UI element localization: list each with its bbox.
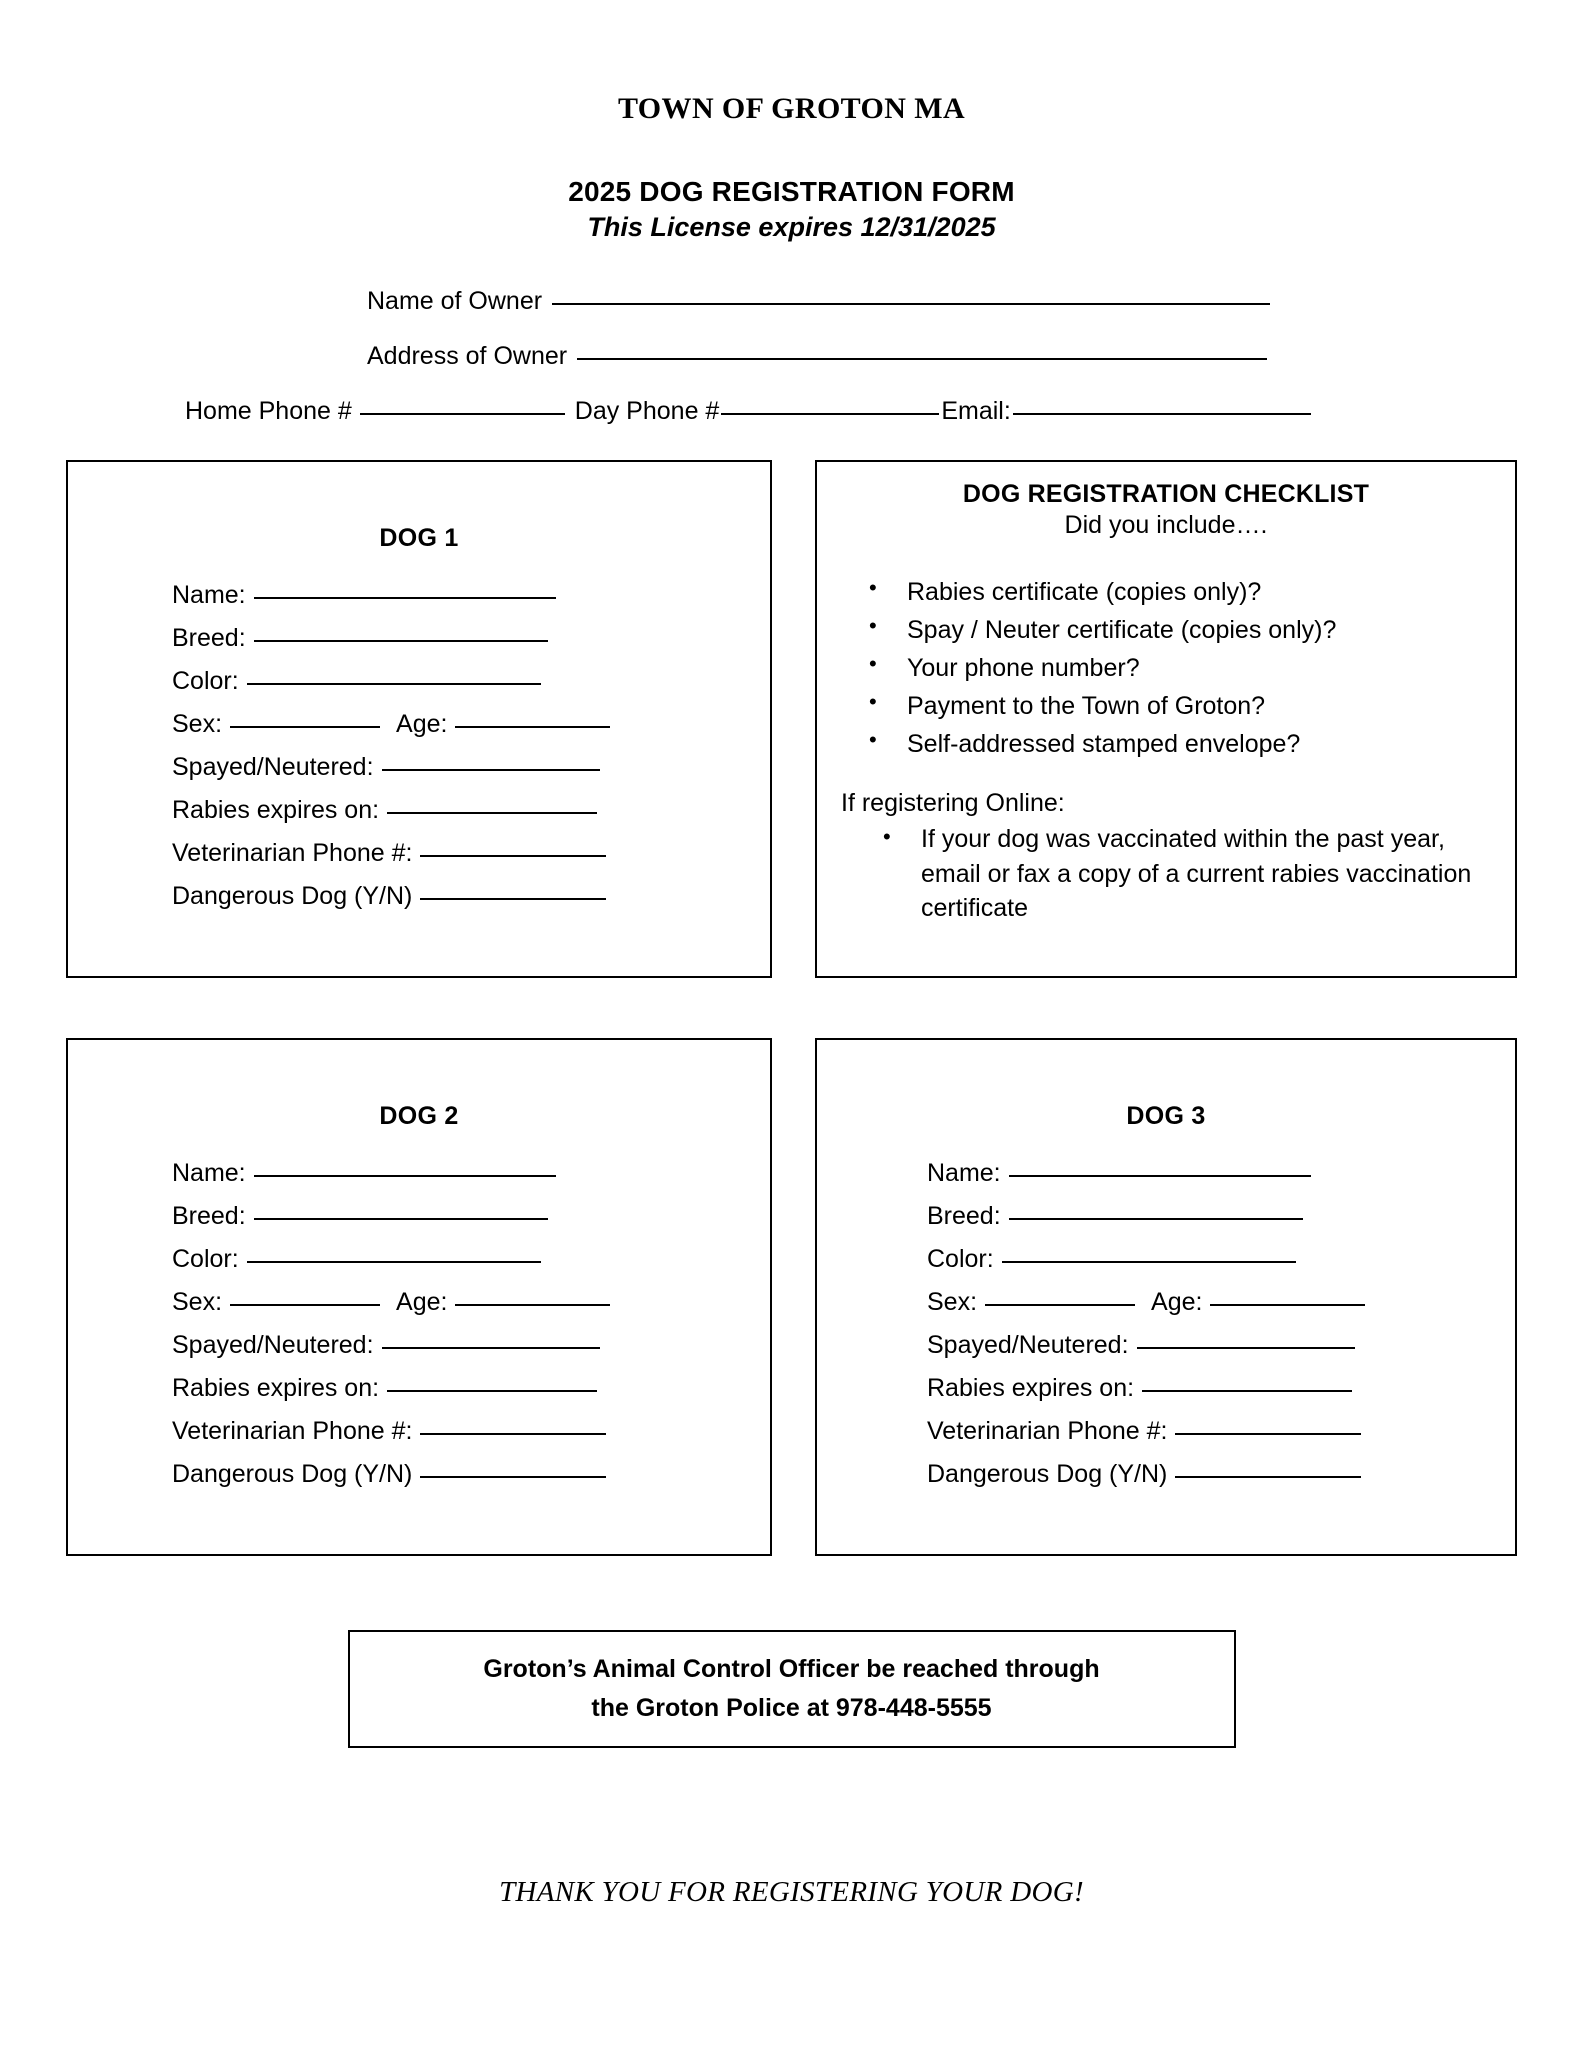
dog-2-breed-row	[172, 1202, 770, 1231]
dog-1-dangerous-row	[172, 882, 770, 911]
dog-3-color-input[interactable]	[1002, 1261, 1296, 1263]
dog-spayed-label: Spayed/Neutered:	[927, 1331, 1129, 1359]
dog-sex-label: Sex:	[927, 1288, 978, 1316]
dog-3-rabies-input[interactable]	[1142, 1390, 1352, 1392]
dog-3-dangerous-row	[927, 1460, 1515, 1489]
dog-2-panel	[66, 1038, 772, 1556]
dog-spayed-label: Spayed/Neutered:	[172, 1331, 374, 1359]
animal-control-contact-box	[348, 1630, 1236, 1748]
panel-row-first	[0, 460, 1583, 978]
dog-2-sex-age-row	[172, 1288, 770, 1317]
dog-2-vet-row	[172, 1417, 770, 1446]
dog-1-age-input[interactable]	[455, 726, 610, 728]
owner-address-row	[0, 342, 1583, 371]
bullet-icon: •	[869, 689, 877, 714]
dog-breed-label: Breed:	[172, 1202, 246, 1230]
form-panels	[0, 460, 1583, 1556]
dog-3-breed-row	[927, 1202, 1515, 1231]
dog-vet-label: Veterinarian Phone #:	[927, 1417, 1168, 1445]
contact-line-1: Groton’s Animal Control Officer be reached through	[483, 1654, 1100, 1683]
dog-3-color-row	[927, 1245, 1515, 1274]
dog-1-spayed-row	[172, 753, 770, 782]
dog-sex-label: Sex:	[172, 710, 223, 738]
dog-2-age-input[interactable]	[455, 1304, 610, 1306]
dog-1-dangerous-input[interactable]	[420, 898, 606, 900]
email-input[interactable]	[1013, 413, 1311, 415]
dog-1-fields	[68, 581, 770, 911]
dog-color-label: Color:	[927, 1245, 994, 1273]
dog-3-vet-row	[927, 1417, 1515, 1446]
checklist-item-label: Self-addressed stamped envelope?	[907, 730, 1301, 758]
dog-3-breed-input[interactable]	[1009, 1218, 1303, 1220]
dog-3-rabies-row	[927, 1374, 1515, 1403]
dog-1-sex-age-row	[172, 710, 770, 739]
dog-name-label: Name:	[172, 1159, 246, 1187]
dog-1-breed-row	[172, 624, 770, 653]
dog-2-dangerous-input[interactable]	[420, 1476, 606, 1478]
dog-1-rabies-input[interactable]	[387, 812, 597, 814]
dog-2-name-input[interactable]	[254, 1175, 556, 1177]
dog-age-label: Age:	[396, 1288, 448, 1316]
home-phone-label: Home Phone #	[185, 397, 352, 425]
dog-2-breed-input[interactable]	[254, 1218, 548, 1220]
dog-rabies-label: Rabies expires on:	[172, 1374, 380, 1402]
dog-3-spayed-row	[927, 1331, 1515, 1360]
dog-2-rabies-row	[172, 1374, 770, 1403]
dog-2-dangerous-row	[172, 1460, 770, 1489]
checklist-item-label: Your phone number?	[907, 654, 1140, 682]
dog-name-label: Name:	[927, 1159, 1001, 1187]
dog-1-breed-input[interactable]	[254, 640, 548, 642]
list-item	[847, 613, 1515, 645]
checklist-subtitle: Did you include….	[1064, 511, 1268, 539]
list-item	[847, 727, 1515, 759]
dog-3-name-row	[927, 1159, 1515, 1188]
owner-name-label: Name of Owner	[367, 287, 543, 315]
checklist-title: DOG REGISTRATION CHECKLIST	[962, 480, 1370, 508]
owner-address-input[interactable]	[577, 358, 1267, 360]
dog-1-spayed-input[interactable]	[382, 769, 600, 771]
dog-color-label: Color:	[172, 1245, 239, 1273]
dog-breed-label: Breed:	[927, 1202, 1001, 1230]
bullet-icon: •	[869, 651, 877, 676]
dog-3-name-input[interactable]	[1009, 1175, 1311, 1177]
dog-2-vet-input[interactable]	[420, 1433, 606, 1435]
checklist-item-label: Payment to the Town of Groton?	[907, 692, 1266, 720]
owner-information-block	[0, 287, 1583, 426]
dog-3-sex-input[interactable]	[985, 1304, 1135, 1306]
list-item	[875, 822, 1491, 926]
dog-2-rabies-input[interactable]	[387, 1390, 597, 1392]
dog-3-spayed-input[interactable]	[1137, 1347, 1355, 1349]
dog-age-label: Age:	[396, 710, 448, 738]
dog-2-color-input[interactable]	[247, 1261, 541, 1263]
license-expiry-subtitle: This License expires 12/31/2025	[587, 212, 996, 242]
dog-2-name-row	[172, 1159, 770, 1188]
dog-sex-label: Sex:	[172, 1288, 223, 1316]
dog-2-spayed-row	[172, 1331, 770, 1360]
checklist-panel	[815, 460, 1517, 978]
owner-name-row	[0, 287, 1583, 316]
dog-3-vet-input[interactable]	[1175, 1433, 1361, 1435]
contact-box-wrapper	[0, 1630, 1583, 1748]
dog-2-sex-input[interactable]	[230, 1304, 380, 1306]
dog-1-name-row	[172, 581, 770, 610]
day-phone-input[interactable]	[721, 413, 939, 415]
bullet-icon: •	[869, 613, 877, 638]
dog-2-heading: DOG 2	[379, 1102, 459, 1130]
day-phone-label: Day Phone #	[574, 397, 720, 425]
dog-rabies-label: Rabies expires on:	[172, 796, 380, 824]
dog-dangerous-label: Dangerous Dog (Y/N)	[172, 882, 413, 910]
dog-1-color-row	[172, 667, 770, 696]
list-item	[847, 575, 1515, 607]
email-label: Email:	[941, 397, 1011, 425]
online-item-label: If your dog was vaccinated within the past year, email or fax a copy of a current rabies vaccination certificate	[921, 825, 1472, 922]
thank-you-message: THANK YOU FOR REGISTERING YOUR DOG!	[499, 1876, 1084, 1908]
dog-3-fields	[817, 1159, 1515, 1489]
dog-1-heading: DOG 1	[379, 524, 459, 552]
dog-1-name-input[interactable]	[254, 597, 556, 599]
bullet-icon: •	[883, 824, 891, 849]
dog-color-label: Color:	[172, 667, 239, 695]
dog-3-heading: DOG 3	[1126, 1102, 1206, 1130]
checklist-item-label: Rabies certificate (copies only)?	[907, 578, 1262, 606]
dog-1-sex-input[interactable]	[230, 726, 380, 728]
dog-2-color-row	[172, 1245, 770, 1274]
dog-breed-label: Breed:	[172, 624, 246, 652]
checklist-item-label: Spay / Neuter certificate (copies only)?	[907, 616, 1337, 644]
dog-2-fields	[68, 1159, 770, 1489]
dog-dangerous-label: Dangerous Dog (Y/N)	[172, 1460, 413, 1488]
dog-1-panel	[66, 460, 772, 978]
dog-3-age-input[interactable]	[1210, 1304, 1365, 1306]
dog-vet-label: Veterinarian Phone #:	[172, 1417, 413, 1445]
dog-3-sex-age-row	[927, 1288, 1515, 1317]
contact-line-2: the Groton Police at 978-448-5555	[591, 1694, 992, 1722]
form-title: 2025 DOG REGISTRATION FORM	[568, 176, 1015, 207]
home-phone-input[interactable]	[360, 413, 565, 415]
dog-rabies-label: Rabies expires on:	[927, 1374, 1135, 1402]
online-registration-items	[817, 822, 1515, 926]
dog-spayed-label: Spayed/Neutered:	[172, 753, 374, 781]
town-title: TOWN OF GROTON MA	[617, 92, 966, 125]
owner-name-input[interactable]	[552, 303, 1270, 305]
bullet-icon: •	[869, 575, 877, 600]
dog-1-rabies-row	[172, 796, 770, 825]
dog-age-label: Age:	[1151, 1288, 1203, 1316]
online-registration-label: If registering Online:	[841, 789, 1065, 817]
owner-contact-row	[0, 397, 1583, 426]
owner-address-label: Address of Owner	[367, 342, 568, 370]
dog-1-color-input[interactable]	[247, 683, 541, 685]
dog-3-dangerous-input[interactable]	[1175, 1476, 1361, 1478]
dog-vet-label: Veterinarian Phone #:	[172, 839, 413, 867]
list-item	[847, 651, 1515, 683]
dog-name-label: Name:	[172, 581, 246, 609]
bullet-icon: •	[869, 727, 877, 752]
dog-2-spayed-input[interactable]	[382, 1347, 600, 1349]
checklist-items	[817, 575, 1515, 759]
dog-3-panel	[815, 1038, 1517, 1556]
dog-1-vet-row	[172, 839, 770, 868]
dog-1-vet-input[interactable]	[420, 855, 606, 857]
list-item	[847, 689, 1515, 721]
dog-dangerous-label: Dangerous Dog (Y/N)	[927, 1460, 1168, 1488]
panel-row-second	[0, 1038, 1583, 1556]
